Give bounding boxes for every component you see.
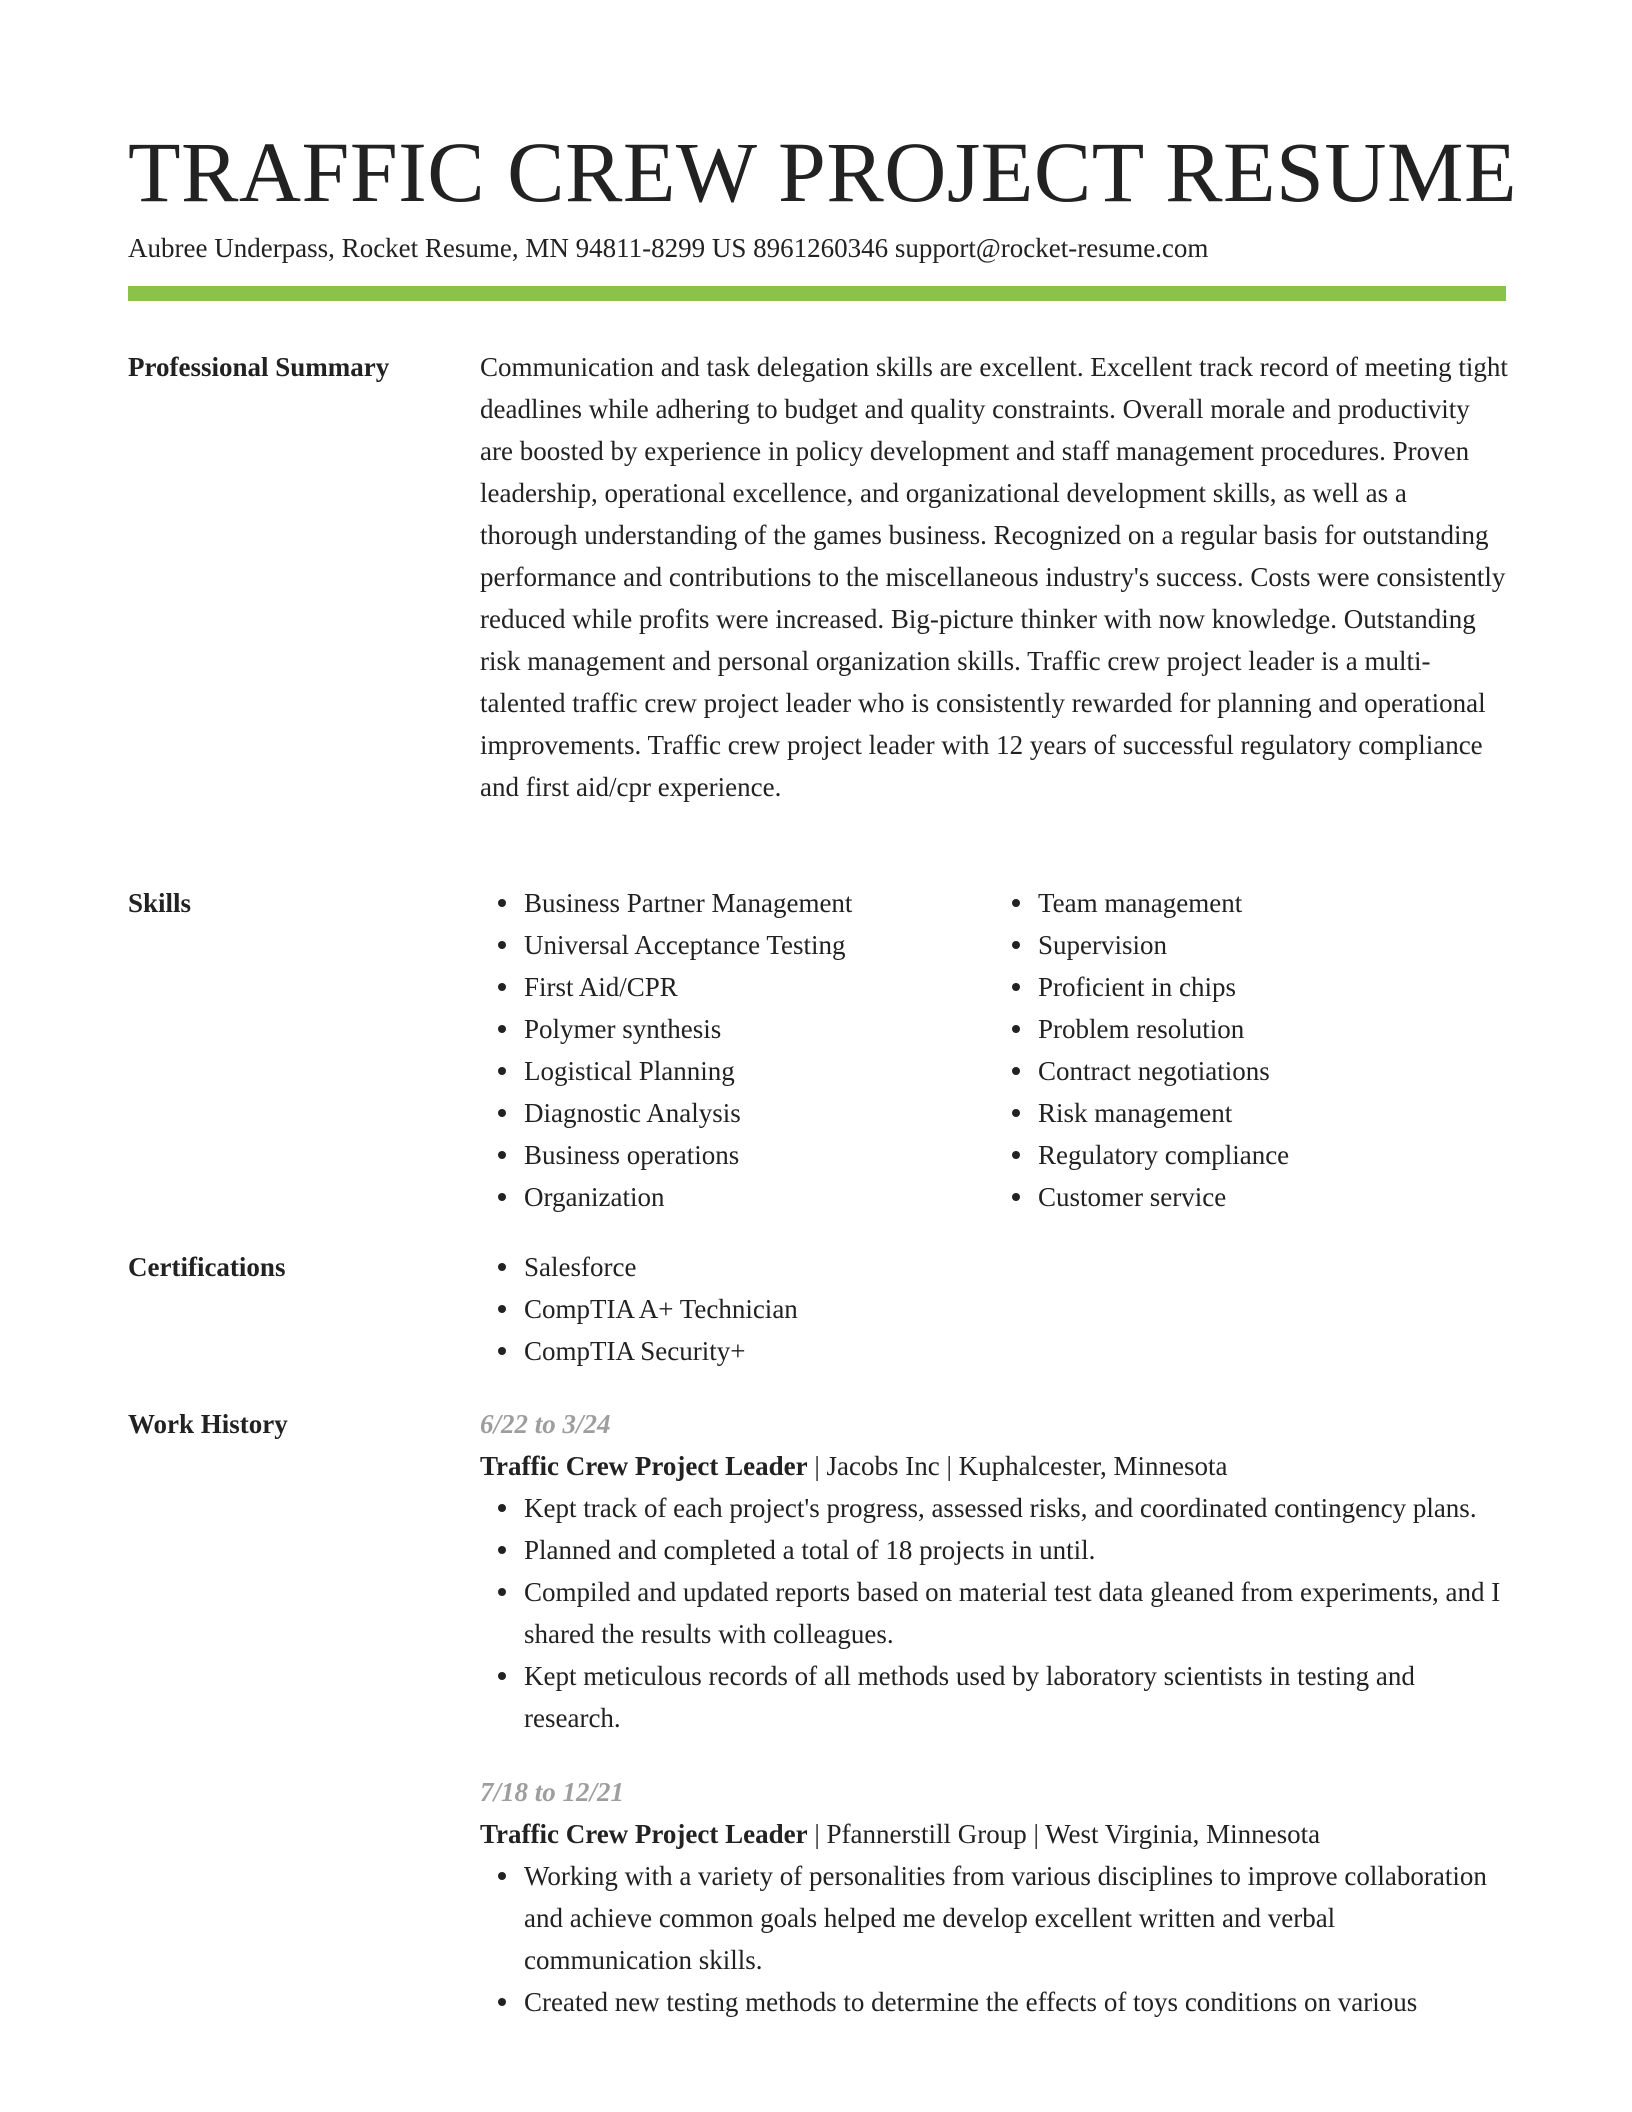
job-bullet: Kept track of each project's progress, assessed risks, and coordinated contingency plans. (524, 1487, 1508, 1529)
certification-item: Salesforce (524, 1246, 1508, 1288)
skills-body (480, 882, 1508, 1218)
certifications-body (480, 1246, 1508, 1372)
job-heading (480, 1813, 1508, 1855)
skill-item: Business operations (524, 1134, 994, 1176)
job-dates: 6/22 to 3/24 (480, 1409, 611, 1439)
job-bullet: Kept meticulous records of all methods used by laboratory scientists in testing and research. (524, 1655, 1508, 1739)
job-bullet: Compiled and updated reports based on material test data gleaned from experiments, and I shared the results with colleagues. (524, 1571, 1508, 1655)
job-dates: 7/18 to 12/21 (480, 1777, 625, 1807)
certification-item: CompTIA A+ Technician (524, 1288, 1508, 1330)
section-title-summary: Professional Summary (128, 352, 390, 382)
job-heading (480, 1445, 1508, 1487)
section-title-skills: Skills (128, 888, 192, 918)
section-title-certifications: Certifications (128, 1252, 286, 1282)
resume-title: TRAFFIC CREW PROJECT RESUME (128, 124, 1517, 220)
job-bullet: Working with a variety of personalities from various disciplines to improve collaboration and achieve common goals helped me develop excellent written and verbal communication skills. (524, 1855, 1508, 1981)
skill-item: Proficient in chips (1038, 966, 1508, 1008)
skill-item: Business Partner Management (524, 882, 994, 924)
job-bullet: Planned and completed a total of 18 projects in until. (524, 1529, 1508, 1571)
job-title: Traffic Crew Project Leader (480, 1819, 808, 1849)
skill-item: Logistical Planning (524, 1050, 994, 1092)
skill-item: Problem resolution (1038, 1008, 1508, 1050)
job-details: | Pfannerstill Group | West Virginia, Minnesota (807, 1819, 1321, 1849)
job-title: Traffic Crew Project Leader (480, 1451, 808, 1481)
skill-item: Polymer synthesis (524, 1008, 994, 1050)
section-title-work-history: Work History (128, 1409, 288, 1439)
job-details: | Jacobs Inc | Kuphalcester, Minnesota (807, 1451, 1228, 1481)
skill-item: Team management (1038, 882, 1508, 924)
job-entry (480, 1771, 1508, 2023)
skill-item: Risk management (1038, 1092, 1508, 1134)
job-entry (480, 1403, 1508, 1739)
skills-list-left (480, 882, 994, 1218)
skill-item: Universal Acceptance Testing (524, 924, 994, 966)
header-divider (128, 286, 1506, 301)
job-bullet-list (480, 1855, 1508, 2023)
skill-item: Regulatory compliance (1038, 1134, 1508, 1176)
skill-item: Customer service (1038, 1176, 1508, 1218)
skill-item: First Aid/CPR (524, 966, 994, 1008)
skills-list-right (994, 882, 1508, 1218)
certification-item: CompTIA Security+ (524, 1330, 1508, 1372)
job-bullet: Created new testing methods to determine the effects of toys conditions on various (524, 1981, 1508, 2023)
skill-item: Organization (524, 1176, 994, 1218)
skill-item: Diagnostic Analysis (524, 1092, 994, 1134)
summary-text: Communication and task delegation skills are excellent. Excellent track record of meeting tight deadlines while adhering to budget and quality constraints. Overall morale and productivity are boosted by experience in policy development and staff management procedures. Proven leadership, operational excellence, and organizational development skills, as well as a thorough understanding of the games business. Recognized on a regular basis for outstanding performance and contributions to the miscellaneous industry's success. Costs were consistently reduced while profits were increased. Big-picture thinker with now knowledge. Outstanding risk management and personal organization skills. Traffic crew project leader is a multi-talented traffic crew project leader who is consistently rewarded for planning and operational improvements. Traffic crew project leader with 12 years of successful regulatory compliance and first aid/cpr experience. (480, 352, 1508, 802)
certifications-list (480, 1246, 1508, 1372)
skill-item: Supervision (1038, 924, 1508, 966)
contact-line: Aubree Underpass, Rocket Resume, MN 94811-8299 US 8961260346 support@rocket-resume.com (128, 233, 1209, 263)
skill-item: Contract negotiations (1038, 1050, 1508, 1092)
job-bullet-list (480, 1487, 1508, 1739)
summary-body (480, 346, 1508, 808)
work-history-body (480, 1403, 1508, 2023)
